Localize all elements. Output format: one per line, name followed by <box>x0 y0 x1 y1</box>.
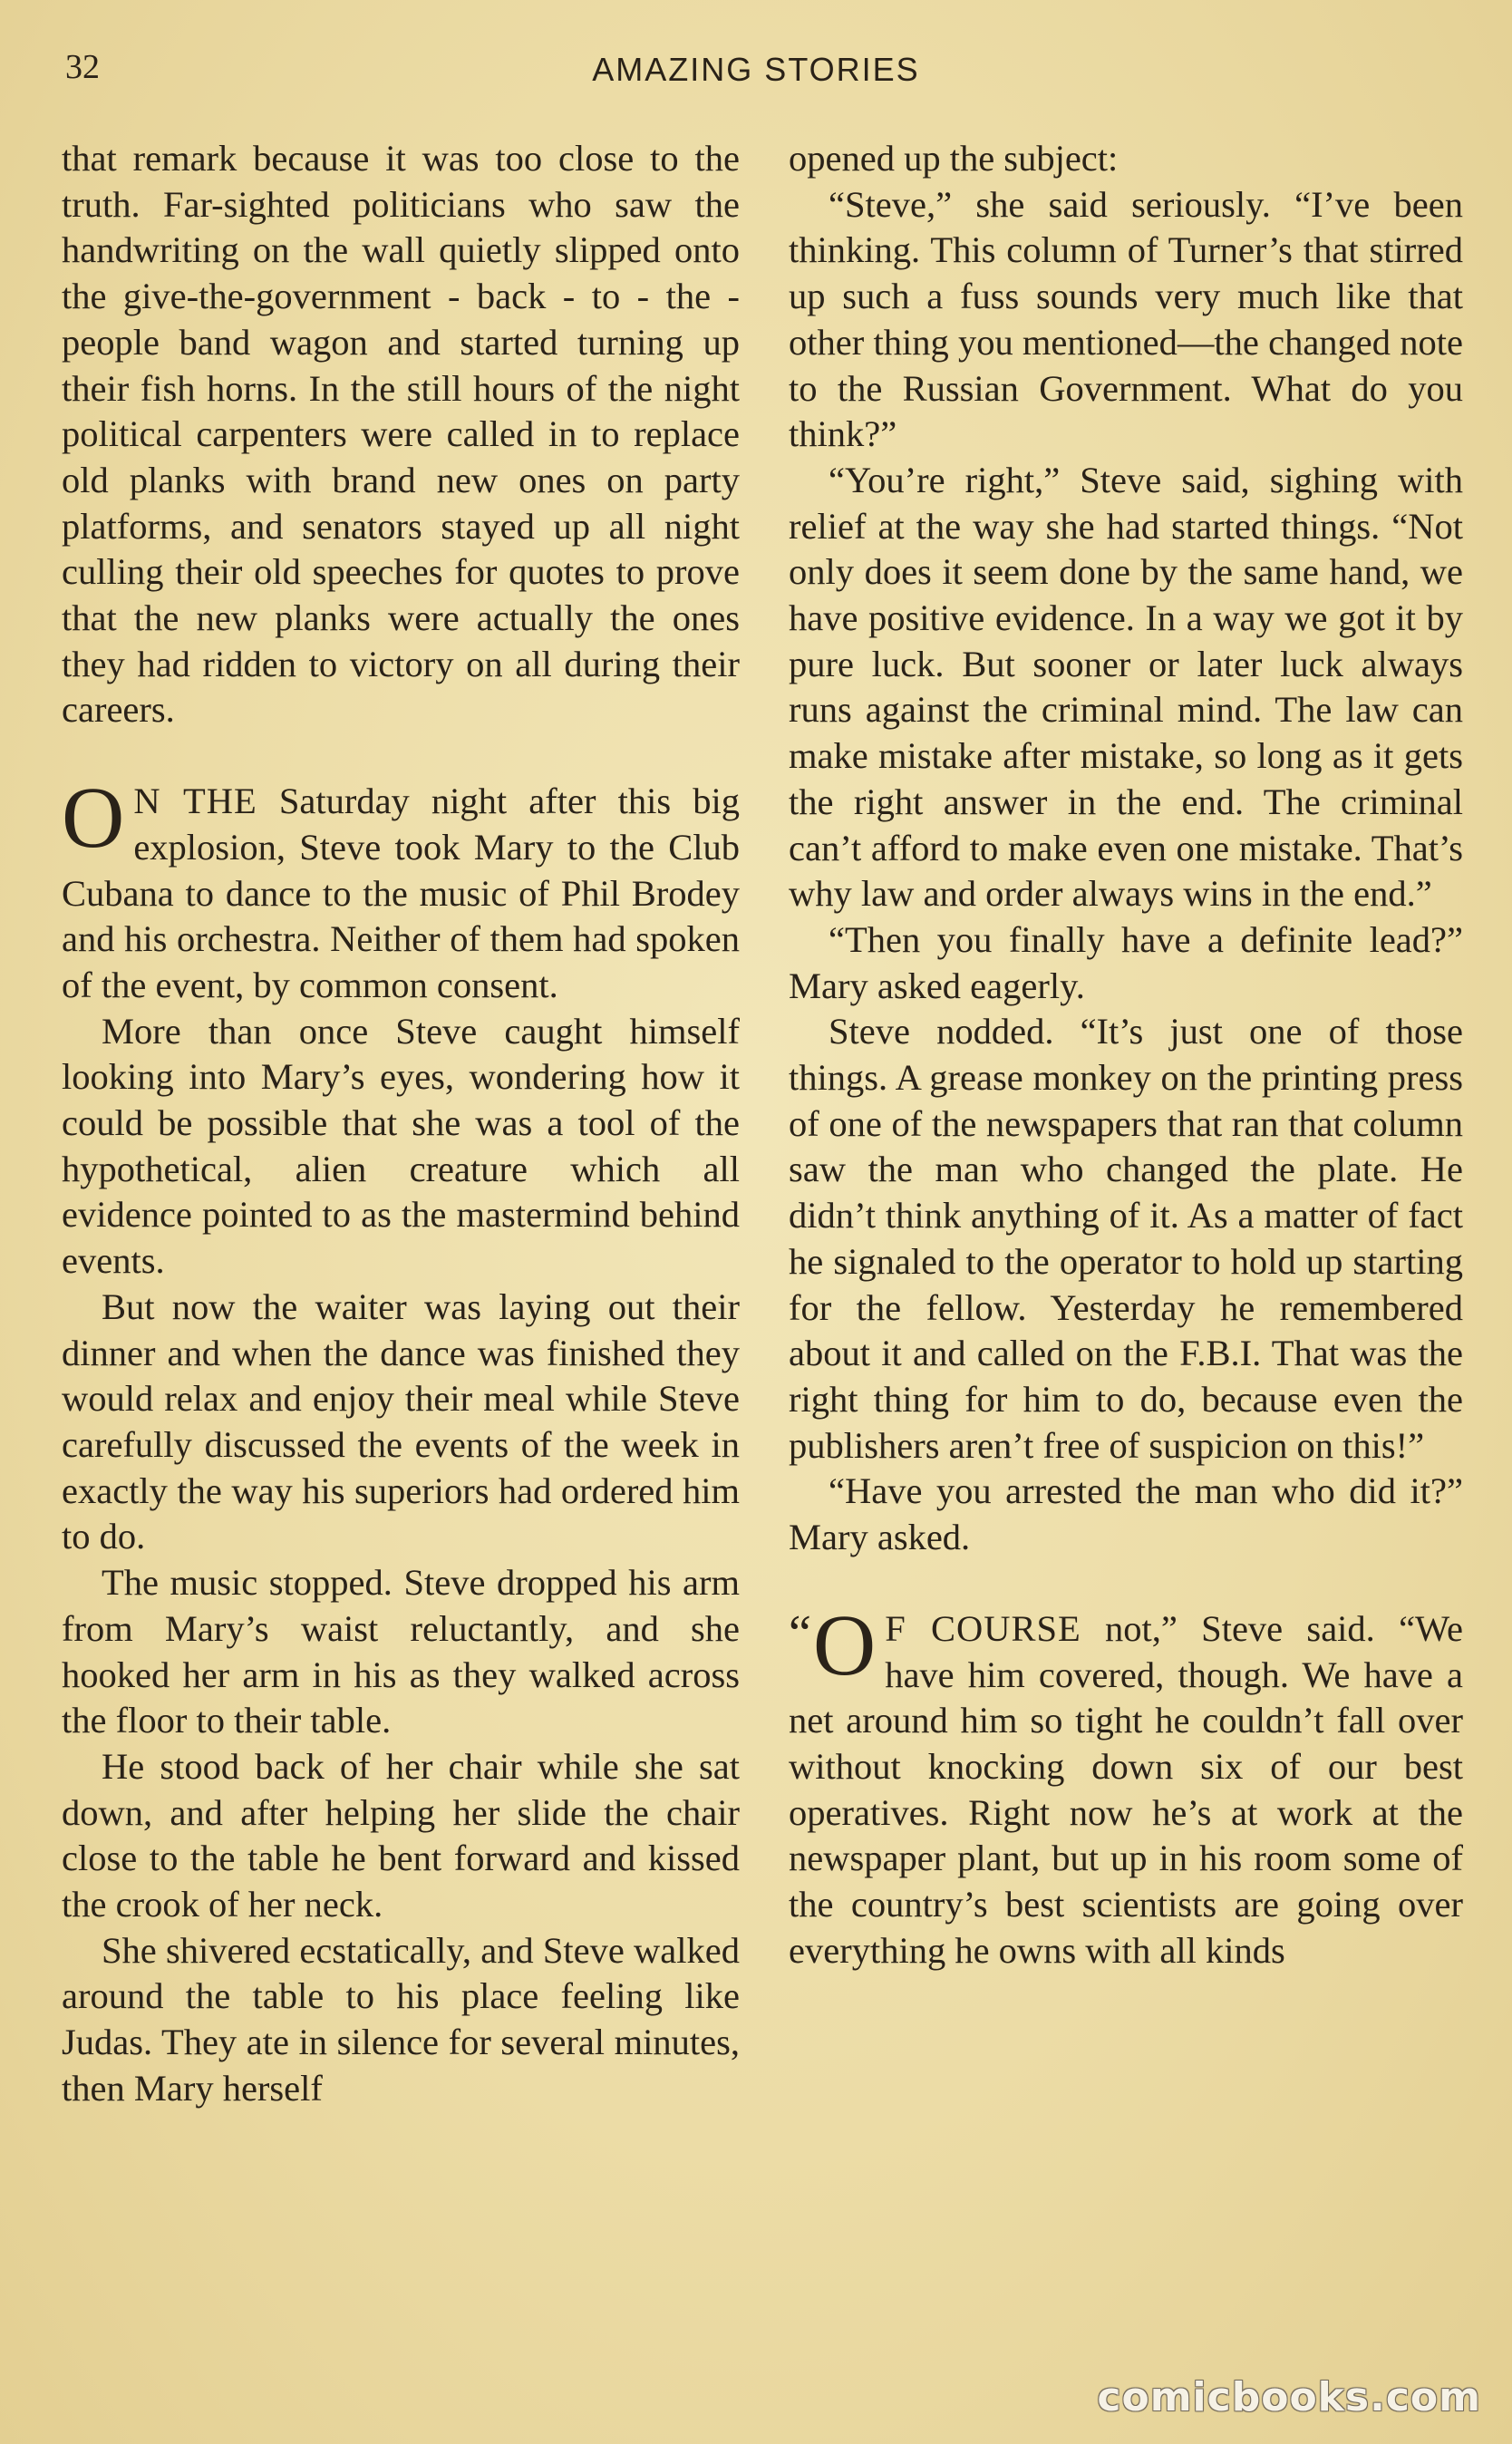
right-column <box>789 136 1463 1974</box>
page-number: 32 <box>65 48 100 86</box>
paragraph: “Then you finally have a definite lead?” Mary asked eagerly. <box>789 918 1463 1006</box>
paragraph: “You’re right,” Steve said, sighing with relief at the way she had started things. “Not only does it seem done by the same hand, we have positive evidence. In a way we got it by pure luck. But sooner or later luck always runs against the criminal mind. The law can make mistake after mistake, so long as it gets the right answer in the end. The criminal can’t afford to make even one mistake. That’s why law and order always wins in the end.” <box>789 459 1463 915</box>
paragraph: The music stopped. Steve dropped his arm from Mary’s waist reluctantly, and she hooked her arm in his as they walked across the floor to their table. <box>62 1562 740 1741</box>
paragraph-text: Saturday night after this big explosion, Steve took Mary to the Club Cubana to dance to the music of Phil Brodey and his orchestra. Neither of them had spoken of the event, by common consent. <box>62 781 740 1005</box>
paragraph: “Have you arrested the man who did it?” Mary asked. <box>789 1470 1463 1558</box>
paragraph: She shivered ecstatically, and Steve walked around the table to his place feeling like Judas. They ate in silence for several minutes, then Mary herself <box>62 1929 740 2109</box>
lead-in: F COURSE <box>885 1607 1081 1649</box>
watermark-logo: comicbooks.com <box>1097 2374 1481 2420</box>
page-header <box>65 47 1447 102</box>
paragraph: Steve nodded. “It’s just one of those things. A grease monkey on the printing press of one of the newspapers that ran that column saw the man who changed the plate. He didn’t think anything of it. As a matter of fact he signaled to the operator to hold up starting for the fellow. Yesterday he remembered about it and called on the F.B.I. That was the right thing for him to do, because even the publishers aren’t free of suspicion on this!” <box>789 1011 1463 1466</box>
paragraph: “Steve,” she said seriously. “I’ve been thinking. This column of Turner’s that stirred up such a fuss sounds very much like that other thing you mentioned—the changed note to the Russian Government. What do you think?” <box>789 183 1463 455</box>
paragraph: But now the waiter was laying out their dinner and when the dance was finished they would relax and enjoy their meal while Steve carefully discussed the events of the week in exactly the way his superiors had ordered him to do. <box>62 1285 740 1557</box>
paragraph: He stood back of her chair while she sat down, and after helping her slide the chair close to the table he bent forward and kissed the crook of her neck. <box>62 1745 740 1925</box>
left-column <box>62 136 740 2112</box>
paragraph: that remark because it was too close to the truth. Far-sighted politicians who saw the handwriting on the wall quietly slipped onto the give-the-government - back - to - the - people band wagon and started turning up their fish horns. In the still hours of the night political carpenters were called in to replace old planks with brand new ones on party platforms, and senators stayed up all night culling their old speeches for quotes to prove that the new planks were actually the ones they had ridden to victory on all during their careers. <box>62 138 740 731</box>
paragraph-dropcap <box>789 1595 1463 1974</box>
paragraph-dropcap <box>62 769 740 1009</box>
lead-in: N THE <box>133 781 257 822</box>
paragraph: opened up the subject: <box>789 138 1119 179</box>
opening-quote: “ <box>789 1605 811 1662</box>
drop-cap: O <box>812 1595 877 1693</box>
paragraph-text: not,” Steve said. “We have him covered, though. We have a net around him so tight he couldn’t fall over without knocking down six of our best operatives. Right now he’s at work at the newspaper plant, but up in his room some of the country’s best scientists are going over everything he owns with all kinds <box>789 1607 1463 1971</box>
running-head: AMAZING STORIES <box>592 51 920 88</box>
paragraph: More than once Steve caught himself looking into Mary’s eyes, wondering how it could be possible that she was a tool of the hypothetical, alien creature which all evidence pointed to as the mastermind behind events. <box>62 1010 740 1282</box>
drop-cap: O <box>62 769 125 867</box>
